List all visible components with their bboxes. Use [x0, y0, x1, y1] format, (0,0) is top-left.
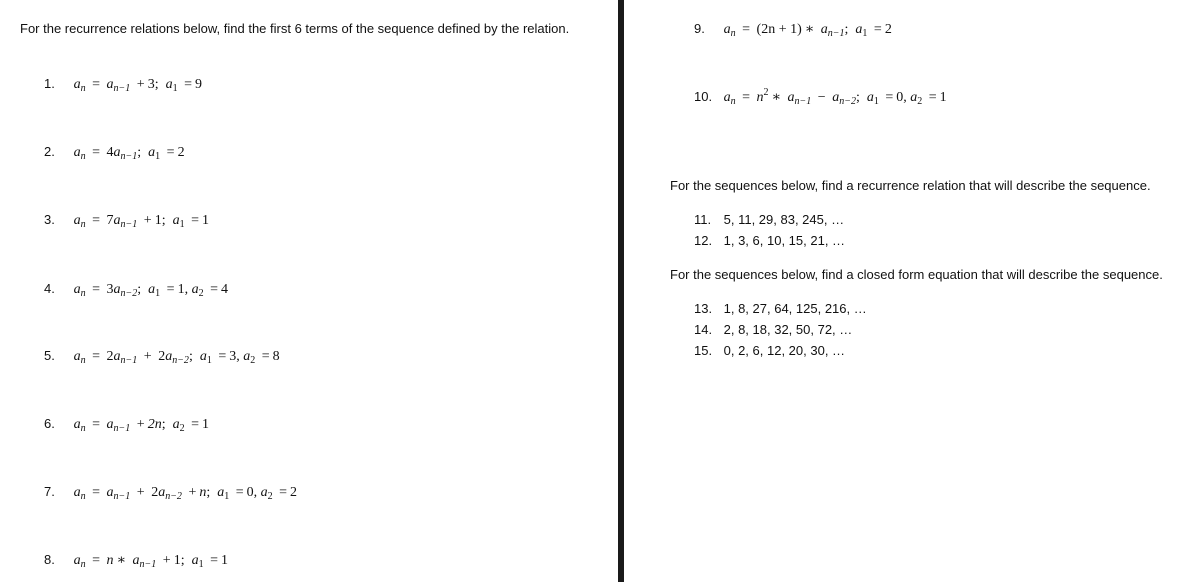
problem-12 — [694, 232, 845, 250]
problem-number: 7. — [44, 484, 55, 499]
sequence-text: 5, 11, 29, 83, 245, … — [723, 212, 845, 227]
problem-number: 14. — [694, 322, 713, 337]
problem-number: 2. — [44, 144, 55, 159]
problem-number: 11. — [694, 212, 712, 227]
problem-5 — [44, 347, 280, 365]
problem-expression: $a_n = 4a_{n-1}$; $a_1 = 2$ — [73, 145, 185, 162]
problem-8 — [44, 551, 228, 569]
problem-4 — [44, 280, 228, 298]
problem-number: 12. — [694, 233, 713, 248]
problem-13 — [694, 300, 867, 318]
recurrence-find-instructions: For the sequences below, find a recurrence relation that will describe the sequence. — [670, 178, 1151, 193]
page-divider — [618, 0, 624, 582]
sequence-text: 2, 8, 18, 32, 50, 72, … — [723, 322, 853, 337]
problem-7 — [44, 483, 297, 501]
problem-number: 13. — [694, 301, 713, 316]
problem-number: 4. — [44, 281, 55, 296]
problem-6 — [44, 415, 209, 433]
problem-number: 1. — [44, 76, 55, 91]
problem-expression: $a_n = 2a_{n-1} + 2a_{n-2}$; $a_1 = 3$, $a_2 = 8$ — [73, 349, 280, 366]
problem-expression: $a_n = a_{n-1} + 2a_{n-2} + n$; $a_1 = 0$, $a_2 = 2$ — [73, 485, 298, 502]
problem-number: 6. — [44, 416, 55, 431]
problem-expression: $a_n = n$ ∗ $a_{n-1} + 1$; $a_1 = 1$ — [73, 553, 228, 570]
problem-expression: $a_n = (2n + 1)$ ∗ $a_{n-1}$; $a_1 = 2$ — [723, 22, 892, 39]
problem-number: 10. — [694, 89, 713, 104]
problem-number: 9. — [694, 21, 705, 36]
sequence-text: 0, 2, 6, 12, 20, 30, … — [723, 343, 846, 358]
problem-number: 5. — [44, 348, 55, 363]
problem-number: 8. — [44, 552, 55, 567]
sequence-text: 1, 8, 27, 64, 125, 216, … — [723, 301, 867, 316]
sequence-text: 1, 3, 6, 10, 15, 21, … — [723, 233, 846, 248]
problem-2 — [44, 143, 185, 161]
problem-expression: $a_n = n^2$ ∗ $a_{n-1} - a_{n-2}$; $a_1 = 0$, $a_2 = 1$ — [723, 87, 947, 107]
problem-number: 15. — [694, 343, 713, 358]
problem-3 — [44, 211, 209, 229]
recurrence-instructions: For the recurrence relations below, find the first 6 terms of the sequence defined by the relation. — [20, 21, 570, 36]
problem-10 — [694, 88, 947, 106]
problem-expression: $a_n = a_{n-1} + 2n$; $a_2 = 1$ — [73, 417, 209, 434]
problem-1 — [44, 75, 202, 93]
problem-number: 3. — [44, 212, 55, 227]
problem-expression: $a_n = a_{n-1} + 3$; $a_1 = 9$ — [73, 77, 202, 94]
problem-9 — [694, 20, 892, 38]
problem-expression: $a_n = 3a_{n-2}$; $a_1 = 1$, $a_2 = 4$ — [73, 282, 228, 299]
closed-form-instructions: For the sequences below, find a closed form equation that will describe the sequence. — [670, 267, 1163, 282]
problem-14 — [694, 321, 852, 339]
problem-15 — [694, 342, 845, 360]
problem-expression: $a_n = 7a_{n-1} + 1$; $a_1 = 1$ — [73, 213, 209, 230]
problem-11 — [694, 211, 844, 229]
